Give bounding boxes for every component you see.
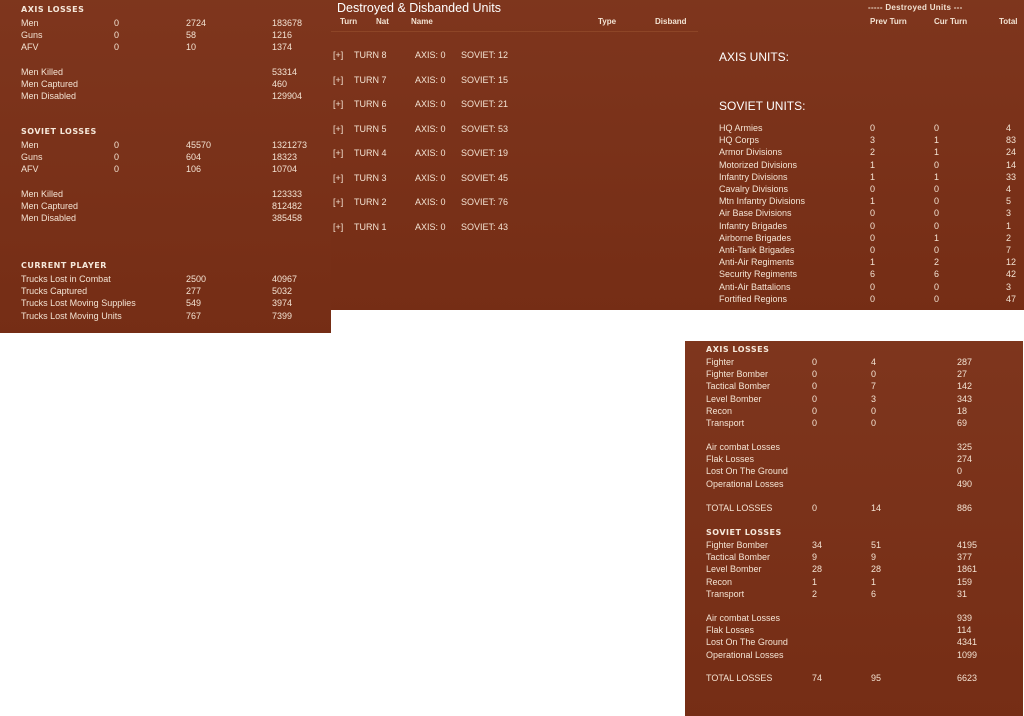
axis-count: AXIS: 0 (415, 50, 446, 60)
air-soviet-total-row (685, 672, 1023, 684)
unit-type-row-prev: 1 (870, 196, 876, 207)
air-axis-row-label: Level Bomber (706, 393, 762, 404)
unit-type-row (698, 232, 1024, 244)
soviet-loss-row-c: 10704 (272, 164, 298, 175)
unit-type-row-cur: 1 (934, 135, 940, 146)
air-axis-row-a: 0 (812, 369, 818, 380)
air-axis-total-row-a: 0 (812, 503, 818, 513)
unit-type-row-prev: 0 (870, 245, 876, 255)
unit-type-row-label: Anti-Air Regiments (719, 257, 795, 268)
air-axis-row-a: 0 (812, 405, 818, 416)
air-soviet-summary-row-label: Air combat Losses (706, 613, 781, 623)
soviet-count: SOVIET: 12 (461, 50, 509, 60)
turn-row[interactable] (331, 98, 698, 110)
air-soviet-summary-row-c: 939 (957, 613, 973, 623)
unit-type-row-label: Anti-Air Battalions (719, 281, 791, 292)
air-soviet-losses-header: SOVIET LOSSES (706, 528, 782, 537)
unit-type-row-prev: 0 (870, 281, 876, 292)
unit-type-row-prev: 0 (870, 123, 876, 133)
air-axis-row-b: 0 (871, 405, 877, 416)
unit-type-row (698, 293, 1024, 305)
air-soviet-summary-row-c: 1099 (957, 649, 978, 660)
expand-toggle[interactable]: [+] (333, 148, 344, 158)
unit-type-row-total: 1 (1006, 220, 1012, 231)
air-axis-row-label: Recon (706, 405, 733, 416)
soviet-count: SOVIET: 45 (461, 172, 509, 183)
player-truck-row-b: 549 (186, 298, 202, 309)
unit-type-row-label: Infantry Brigades (719, 220, 788, 231)
unit-type-row (698, 195, 1024, 207)
air-soviet-row-a: 2 (812, 588, 818, 599)
air-soviet-total-row-c: 6623 (957, 673, 978, 683)
air-axis-row-c: 27 (957, 369, 968, 380)
air-axis-row-a: 0 (812, 418, 818, 428)
air-axis-summary-row-c: 274 (957, 454, 973, 465)
unit-type-row-cur: 1 (934, 171, 940, 182)
player-truck-row-c: 5032 (272, 286, 293, 297)
air-soviet-row-b: 28 (871, 564, 882, 575)
air-axis-row-b: 0 (871, 418, 877, 428)
soviet-summary-row-c: 812482 (272, 201, 303, 212)
axis-summary-row-c: 460 (272, 79, 288, 90)
player-truck-row-c: 7399 (272, 310, 293, 321)
destroyed-units-panel (698, 0, 1024, 310)
player-truck-row-label: Trucks Lost Moving Supplies (21, 298, 136, 309)
player-truck-row-label: Trucks Lost Moving Units (21, 310, 122, 321)
unit-type-row (698, 220, 1024, 232)
air-soviet-row-label: Transport (706, 588, 745, 599)
unit-type-row-prev: 0 (870, 293, 876, 304)
axis-loss-row-label: Men (21, 18, 39, 28)
air-axis-row-c: 69 (957, 418, 968, 428)
player-truck-row-label: Trucks Captured (21, 286, 88, 297)
turn-label: TURN 2 (354, 197, 387, 207)
axis-loss-row-c: 183678 (272, 18, 303, 28)
col-type[interactable]: Type (598, 17, 617, 26)
soviet-units-heading: SOVIET UNITS: (719, 99, 806, 113)
unit-type-row-label: Infantry Divisions (719, 171, 788, 182)
axis-count: AXIS: 0 (415, 148, 446, 158)
air-soviet-summary-row-label: Operational Losses (706, 649, 784, 660)
air-soviet-summary-row (685, 636, 1023, 648)
turn-label: TURN 3 (354, 172, 387, 183)
soviet-summary-row-label: Men Captured (21, 201, 79, 212)
soviet-summary-row-c: 123333 (272, 189, 303, 199)
turn-row[interactable] (331, 49, 698, 61)
player-truck-row-b: 767 (186, 310, 202, 321)
air-soviet-row-b: 9 (871, 552, 877, 563)
axis-loss-row-c: 1216 (272, 30, 293, 41)
col-nat[interactable]: Nat (376, 17, 389, 26)
player-truck-row-c: 3974 (272, 298, 293, 309)
col-prev-turn: Prev Turn (870, 17, 907, 26)
air-axis-row-label: Transport (706, 418, 745, 428)
air-axis-total-row (685, 502, 1023, 514)
unit-type-row-prev: 0 (870, 184, 876, 194)
unit-type-row-total: 5 (1006, 196, 1012, 207)
air-axis-row (685, 417, 1023, 429)
col-turn[interactable]: Turn (340, 17, 358, 26)
soviet-loss-row-label: AFV (21, 164, 39, 175)
soviet-losses-header: SOVIET LOSSES (21, 127, 97, 136)
air-soviet-row-c: 377 (957, 552, 973, 563)
soviet-summary-row-label: Men Disabled (21, 213, 77, 224)
air-axis-summary-row-c: 490 (957, 478, 973, 489)
player-truck-row-b: 277 (186, 286, 202, 297)
air-soviet-row (685, 551, 1023, 563)
unit-type-row-cur: 0 (934, 220, 940, 231)
axis-loss-row-a: 0 (114, 18, 120, 28)
axis-loss-row-b: 10 (186, 42, 197, 53)
air-axis-row-b: 0 (871, 369, 877, 380)
air-soviet-summary-row-c: 114 (957, 625, 972, 636)
unit-type-row-label: Air Base Divisions (719, 208, 792, 219)
air-axis-row-b: 7 (871, 381, 877, 392)
turn-label: TURN 7 (354, 74, 387, 85)
air-axis-row (685, 380, 1023, 392)
expand-toggle[interactable]: [+] (333, 172, 344, 183)
unit-type-row-label: Anti-Tank Brigades (719, 245, 795, 255)
unit-type-row-cur: 1 (934, 232, 940, 243)
unit-type-row-prev: 1 (870, 171, 876, 182)
turn-label: TURN 1 (354, 221, 387, 232)
axis-summary-row (0, 90, 331, 102)
player-truck-row (0, 297, 331, 309)
unit-type-row (698, 268, 1024, 280)
air-axis-row-c: 287 (957, 357, 973, 367)
soviet-count: SOVIET: 19 (461, 148, 509, 158)
air-soviet-row-a: 1 (812, 576, 818, 587)
unit-type-row-label: Motorized Divisions (719, 159, 798, 170)
air-axis-row-c: 142 (957, 381, 973, 392)
air-soviet-row (685, 588, 1023, 600)
soviet-summary-row (0, 200, 331, 212)
air-soviet-summary-row (685, 624, 1023, 636)
unit-type-row-total: 83 (1006, 135, 1017, 146)
soviet-loss-row-c: 18323 (272, 152, 298, 163)
unit-type-row-prev: 1 (870, 257, 876, 268)
air-axis-summary-row (685, 441, 1023, 453)
air-axis-row-c: 343 (957, 393, 973, 404)
axis-loss-row-b: 58 (186, 30, 197, 41)
soviet-loss-row-c: 1321273 (272, 140, 308, 150)
unit-type-row-cur: 0 (934, 159, 940, 170)
soviet-count: SOVIET: 76 (461, 197, 509, 207)
axis-count: AXIS: 0 (415, 123, 446, 134)
air-axis-row (685, 405, 1023, 417)
unit-type-row-label: Mtn Infantry Divisions (719, 196, 806, 207)
expand-toggle[interactable]: [+] (333, 197, 344, 207)
player-truck-row (0, 273, 331, 285)
soviet-summary-row-c: 385458 (272, 213, 303, 224)
turn-row[interactable] (331, 74, 698, 86)
unit-type-row (698, 134, 1024, 146)
unit-type-row-label: Cavalry Divisions (719, 184, 789, 194)
soviet-loss-row-b: 45570 (186, 140, 212, 150)
soviet-count: SOVIET: 53 (461, 123, 509, 134)
air-soviet-row-c: 4195 (957, 540, 978, 550)
axis-losses-header: AXIS LOSSES (21, 5, 85, 14)
axis-count: AXIS: 0 (415, 197, 446, 207)
turn-label: TURN 5 (354, 123, 387, 134)
unit-type-row-label: Armor Divisions (719, 147, 783, 158)
unit-type-row-label: HQ Corps (719, 135, 760, 146)
player-truck-row-c: 40967 (272, 274, 298, 284)
unit-type-row (698, 183, 1024, 195)
unit-type-row-cur: 0 (934, 245, 940, 255)
air-soviet-row (685, 563, 1023, 575)
unit-type-row-total: 47 (1006, 293, 1017, 304)
air-axis-row-label: Tactical Bomber (706, 381, 771, 392)
axis-loss-row (0, 17, 331, 29)
unit-type-row-label: Fortified Regions (719, 293, 788, 304)
turn-label: TURN 4 (354, 148, 387, 158)
turn-row[interactable] (331, 147, 698, 159)
air-soviet-row-b: 1 (871, 576, 877, 587)
unit-type-row (698, 159, 1024, 171)
unit-type-row-total: 4 (1006, 184, 1012, 194)
air-soviet-summary-row-label: Lost On The Ground (706, 637, 788, 648)
axis-count: AXIS: 0 (415, 221, 446, 232)
turn-label: TURN 6 (354, 99, 387, 109)
air-axis-total-row-c: 886 (957, 503, 973, 513)
expand-toggle[interactable]: [+] (333, 99, 344, 109)
air-axis-row-label: Fighter Bomber (706, 369, 769, 380)
air-axis-total-row-label: TOTAL LOSSES (706, 503, 773, 513)
axis-loss-row (0, 29, 331, 41)
unit-type-row-prev: 3 (870, 135, 876, 146)
axis-loss-row-b: 2724 (186, 18, 207, 28)
unit-type-row-cur: 6 (934, 269, 940, 280)
header-divider (331, 31, 698, 32)
axis-loss-row-label: AFV (21, 42, 39, 53)
air-axis-losses-header: AXIS LOSSES (706, 345, 770, 354)
panel-title: Destroyed & Disbanded Units (337, 1, 501, 15)
unit-type-row (698, 207, 1024, 219)
turn-row[interactable] (331, 221, 698, 233)
air-soviet-summary-row-c: 4341 (957, 637, 978, 648)
air-axis-summary-row-c: 0 (957, 466, 963, 477)
ground-losses-panel (0, 0, 331, 333)
air-soviet-row-a: 9 (812, 552, 818, 563)
unit-type-row-total: 33 (1006, 171, 1017, 182)
axis-summary-row (0, 66, 331, 78)
turn-label: TURN 8 (354, 50, 387, 60)
soviet-loss-row-a: 0 (114, 152, 120, 163)
air-axis-row (685, 356, 1023, 368)
expand-toggle[interactable]: [+] (333, 50, 344, 60)
turn-row[interactable] (331, 123, 698, 135)
soviet-loss-row (0, 139, 331, 151)
unit-type-row-total: 2 (1006, 232, 1012, 243)
axis-loss-row-a: 0 (114, 42, 120, 53)
unit-type-row-total: 3 (1006, 281, 1012, 292)
air-soviet-total-row-b: 95 (871, 673, 882, 683)
unit-type-row-cur: 0 (934, 293, 940, 304)
unit-type-row-cur: 0 (934, 208, 940, 219)
unit-type-row-total: 14 (1006, 159, 1017, 170)
air-soviet-summary-row-label: Flak Losses (706, 625, 755, 636)
unit-type-row-prev: 2 (870, 147, 876, 158)
soviet-loss-row-b: 604 (186, 152, 202, 163)
air-soviet-row-label: Fighter Bomber (706, 540, 769, 550)
air-axis-row-c: 18 (957, 405, 968, 416)
unit-type-row-total: 24 (1006, 147, 1017, 158)
axis-summary-row-label: Men Disabled (21, 91, 77, 102)
soviet-count: SOVIET: 21 (461, 99, 509, 109)
unit-type-row-cur: 0 (934, 123, 940, 133)
soviet-loss-row-a: 0 (114, 140, 120, 150)
air-axis-summary-row (685, 465, 1023, 477)
air-axis-summary-row-label: Operational Losses (706, 478, 784, 489)
air-soviet-row-c: 159 (957, 576, 973, 587)
unit-type-row-prev: 0 (870, 220, 876, 231)
air-soviet-summary-row (685, 649, 1023, 661)
air-soviet-row-label: Recon (706, 576, 733, 587)
current-player-header: CURRENT PLAYER (21, 261, 107, 270)
unit-type-row-prev: 1 (870, 159, 876, 170)
player-truck-row-b: 2500 (186, 274, 207, 284)
air-soviet-row-b: 6 (871, 588, 877, 599)
unit-type-row (698, 171, 1024, 183)
axis-summary-row-label: Men Killed (21, 67, 64, 77)
soviet-count: SOVIET: 15 (461, 74, 509, 85)
air-axis-row-a: 0 (812, 357, 818, 367)
unit-type-row-cur: 0 (934, 281, 940, 292)
unit-type-row (698, 146, 1024, 158)
unit-type-row-prev: 0 (870, 232, 876, 243)
air-soviet-total-row-label: TOTAL LOSSES (706, 673, 773, 683)
axis-summary-row-label: Men Captured (21, 79, 79, 90)
soviet-summary-row (0, 188, 331, 200)
unit-type-row-total: 7 (1006, 245, 1012, 255)
air-axis-row-a: 0 (812, 381, 818, 392)
axis-loss-row-c: 1374 (272, 42, 293, 53)
soviet-loss-row (0, 151, 331, 163)
soviet-summary-row (0, 212, 331, 224)
expand-toggle[interactable]: [+] (333, 221, 344, 232)
destroyed-units-title: ----- Destroyed Units --- (868, 3, 963, 12)
unit-type-row-total: 42 (1006, 269, 1017, 280)
unit-type-row (698, 256, 1024, 268)
soviet-loss-row-label: Guns (21, 152, 43, 163)
air-soviet-row-a: 28 (812, 564, 823, 575)
unit-type-row-cur: 1 (934, 147, 940, 158)
air-soviet-total-row-a: 74 (812, 673, 823, 683)
axis-loss-row-label: Guns (21, 30, 43, 41)
unit-type-row (698, 122, 1024, 134)
air-axis-summary-row (685, 478, 1023, 490)
axis-count: AXIS: 0 (415, 74, 446, 85)
axis-count: AXIS: 0 (415, 99, 446, 109)
player-truck-row-label: Trucks Lost in Combat (21, 274, 111, 284)
expand-toggle[interactable]: [+] (333, 74, 344, 85)
air-soviet-row (685, 539, 1023, 551)
destroyed-disbanded-panel (331, 0, 699, 310)
air-axis-summary-row-label: Lost On The Ground (706, 466, 788, 477)
air-soviet-row-label: Tactical Bomber (706, 552, 771, 563)
player-truck-row (0, 310, 331, 322)
axis-loss-row-a: 0 (114, 30, 120, 41)
unit-type-row-label: Security Regiments (719, 269, 798, 280)
air-axis-row-a: 0 (812, 393, 818, 404)
soviet-summary-row-label: Men Killed (21, 189, 64, 199)
air-axis-summary-row (685, 453, 1023, 465)
turn-row[interactable] (331, 172, 698, 184)
air-losses-panel (685, 341, 1023, 716)
unit-type-row-prev: 0 (870, 208, 876, 219)
air-soviet-summary-row (685, 612, 1023, 624)
unit-type-row (698, 244, 1024, 256)
expand-toggle[interactable]: [+] (333, 123, 344, 134)
unit-type-row-cur: 2 (934, 257, 940, 268)
air-axis-row-b: 4 (871, 357, 877, 367)
axis-summary-row-c: 129904 (272, 91, 303, 102)
player-truck-row (0, 285, 331, 297)
air-axis-total-row-b: 14 (871, 503, 882, 513)
unit-type-row-total: 12 (1006, 257, 1017, 268)
air-soviet-row-b: 51 (871, 540, 882, 550)
axis-loss-row (0, 41, 331, 53)
axis-summary-row (0, 78, 331, 90)
air-soviet-row (685, 576, 1023, 588)
axis-units-heading: AXIS UNITS: (719, 50, 790, 64)
unit-type-row-cur: 0 (934, 184, 940, 194)
unit-type-row-total: 3 (1006, 208, 1012, 219)
axis-count: AXIS: 0 (415, 172, 446, 183)
col-total: Total (999, 17, 1018, 26)
air-axis-summary-row-c: 325 (957, 442, 973, 452)
unit-type-row-cur: 0 (934, 196, 940, 207)
soviet-loss-row (0, 163, 331, 175)
air-soviet-row-c: 31 (957, 588, 968, 599)
unit-type-row-prev: 6 (870, 269, 876, 280)
soviet-loss-row-b: 106 (186, 164, 202, 175)
air-soviet-row-label: Level Bomber (706, 564, 762, 575)
air-axis-summary-row-label: Flak Losses (706, 454, 755, 465)
unit-type-row-label: HQ Armies (719, 123, 763, 133)
air-soviet-row-c: 1861 (957, 564, 978, 575)
unit-type-row-label: Airborne Brigades (719, 232, 792, 243)
air-axis-row (685, 393, 1023, 405)
col-disband[interactable]: Disband (655, 17, 687, 26)
air-axis-row (685, 368, 1023, 380)
air-axis-row-b: 3 (871, 393, 877, 404)
soviet-loss-row-label: Men (21, 140, 39, 150)
unit-type-row (698, 281, 1024, 293)
turn-row[interactable] (331, 196, 698, 208)
air-axis-summary-row-label: Air combat Losses (706, 442, 781, 452)
soviet-loss-row-a: 0 (114, 164, 120, 175)
unit-type-row-total: 4 (1006, 123, 1012, 133)
col-cur-turn: Cur Turn (934, 17, 968, 26)
soviet-count: SOVIET: 43 (461, 221, 509, 232)
air-soviet-row-a: 34 (812, 540, 823, 550)
axis-summary-row-c: 53314 (272, 67, 298, 77)
air-axis-row-label: Fighter (706, 357, 735, 367)
col-name[interactable]: Name (411, 17, 433, 26)
